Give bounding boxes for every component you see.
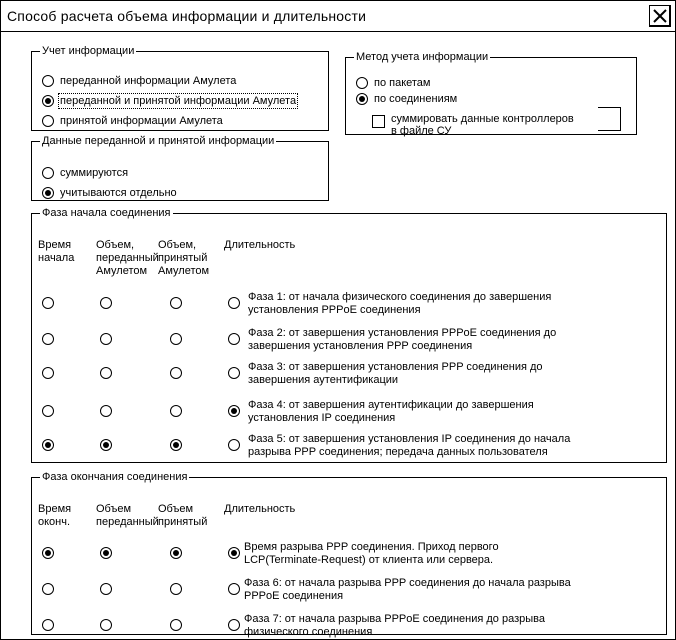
sum-controllers-label: суммировать данные контроллеров в файле СУ [391, 113, 574, 137]
radio-icon[interactable] [42, 167, 54, 179]
accounting-legend: Учет информации [42, 45, 135, 57]
radio-icon[interactable] [42, 187, 54, 199]
phase-start-row2-radio-4[interactable] [228, 333, 240, 345]
phase-end-row1-radio-3[interactable] [170, 547, 182, 559]
phase-end-legend: Фаза окончания соединения [42, 471, 188, 483]
radio-icon[interactable] [42, 95, 54, 107]
phase-start-row3-text: Фаза 3: от завершения установления PPP соединения до завершения аутентификации [248, 361, 543, 386]
phase-end-row1-radio-4[interactable] [228, 547, 240, 559]
phase-end-row2-radio-2[interactable] [100, 583, 112, 595]
phase-start-group [31, 207, 667, 463]
phase-start-col-4: Длительность [224, 239, 296, 251]
method-option-2[interactable] [356, 93, 457, 105]
phase-end-row1-radio-1[interactable] [42, 547, 54, 559]
phase-start-col-2: Объем, переданный Амулетом [96, 239, 159, 277]
phase-start-row5-radio-1[interactable] [42, 439, 54, 451]
radio-icon[interactable] [42, 75, 54, 87]
phase-start-row1-text: Фаза 1: от начала физического соединения до завершения установления PPPoE соединения [248, 291, 552, 316]
method-legend: Метод учета информации [356, 51, 489, 63]
phase-start-row1-radio-2[interactable] [100, 297, 112, 309]
phase-start-row2-text: Фаза 2: от завершения установления PPPoE соединения до завершения установления PPP соединения [248, 327, 557, 352]
phase-start-row4-text: Фаза 4: от завершения аутентификации до завершения установления IP соединения [248, 399, 534, 424]
accounting-option-3-label: принятой информации Амулета [60, 115, 223, 127]
phase-start-row3-radio-3[interactable] [170, 367, 182, 379]
phase-start-row1-radio-3[interactable] [170, 297, 182, 309]
phase-end-row2-radio-1[interactable] [42, 583, 54, 595]
phase-start-row5-radio-4[interactable] [228, 439, 240, 451]
method-group [345, 51, 637, 135]
radio-icon[interactable] [356, 77, 368, 89]
phase-start-row2-radio-3[interactable] [170, 333, 182, 345]
phase-start-row2-radio-1[interactable] [42, 333, 54, 345]
phase-end-col-1: Время оконч. [38, 503, 72, 528]
data-handling-option-1-label: суммируются [60, 167, 129, 179]
data-handling-group [31, 135, 329, 201]
title-bar [1, 1, 675, 32]
phase-start-legend: Фаза начала соединения [42, 207, 171, 219]
data-handling-legend: Данные переданной и принятой информации [42, 135, 275, 147]
phase-end-row3-radio-4[interactable] [228, 619, 240, 631]
controller-bracket [598, 107, 621, 131]
phase-end-col-3: Объем принятый [158, 503, 208, 528]
phase-start-row4-radio-4[interactable] [228, 405, 240, 417]
phase-start-row5-text: Фаза 5: от завершения установления IP соединения до начала разрыва PPP соединения; передача данных пользователя [248, 433, 571, 458]
sum-controllers-checkbox-row[interactable] [372, 113, 574, 137]
phase-end-col-4: Длительность [224, 503, 296, 515]
phase-start-row5-radio-2[interactable] [100, 439, 112, 451]
phase-end-row3-text: Фаза 7: от начала разрыва PPPoE соединения до разрыва физического соединения [244, 613, 545, 638]
phase-end-row3-radio-3[interactable] [170, 619, 182, 631]
data-handling-option-2[interactable] [42, 187, 177, 199]
method-option-1-label: по пакетам [374, 77, 431, 89]
method-option-2-label: по соединениям [374, 93, 458, 105]
phase-start-row3-radio-1[interactable] [42, 367, 54, 379]
phase-end-row3-radio-1[interactable] [42, 619, 54, 631]
phase-start-row4-radio-3[interactable] [170, 405, 182, 417]
accounting-option-2-label: переданной и принятой информации Амулета [60, 95, 297, 107]
phase-start-row1-radio-1[interactable] [42, 297, 54, 309]
phase-start-row4-radio-1[interactable] [42, 405, 54, 417]
data-handling-option-1[interactable] [42, 167, 128, 179]
phase-end-row2-radio-4[interactable] [228, 583, 240, 595]
method-option-1[interactable] [356, 77, 431, 89]
phase-end-row2-text: Фаза 6: от начала разрыва PPP соединения до начала разрыва PPPoE соединения [244, 577, 571, 602]
sum-controllers-checkbox[interactable] [372, 115, 385, 128]
phase-end-col-2: Объем переданный [96, 503, 159, 528]
phase-end-row3-radio-2[interactable] [100, 619, 112, 631]
accounting-option-1[interactable] [42, 75, 236, 87]
phase-start-col-3: Объем, принятый Амулетом [158, 239, 210, 277]
phase-start-row3-radio-4[interactable] [228, 367, 240, 379]
accounting-option-3[interactable] [42, 115, 223, 127]
phase-start-row5-radio-3[interactable] [170, 439, 182, 451]
accounting-option-2[interactable] [42, 95, 296, 107]
phase-start-row1-radio-4[interactable] [228, 297, 240, 309]
phase-start-col-1: Время начала [38, 239, 75, 264]
radio-icon[interactable] [356, 93, 368, 105]
phase-end-row1-text: Время разрыва PPP соединения. Приход первого LCP(Terminate-Request) от клиента или сервера. [244, 541, 499, 566]
accounting-option-1-label: переданной информации Амулета [60, 75, 237, 87]
data-handling-option-2-label: учитываются отдельно [60, 187, 177, 199]
phase-end-row2-radio-3[interactable] [170, 583, 182, 595]
radio-icon[interactable] [42, 115, 54, 127]
phase-start-row2-radio-2[interactable] [100, 333, 112, 345]
phase-start-row4-radio-2[interactable] [100, 405, 112, 417]
phase-end-row1-radio-2[interactable] [100, 547, 112, 559]
window-title: Способ расчета объема информации и длительности [7, 8, 367, 24]
close-button[interactable] [649, 5, 671, 27]
phase-end-group [31, 471, 667, 638]
accounting-group [31, 45, 329, 131]
phase-start-row3-radio-2[interactable] [100, 367, 112, 379]
close-icon [653, 9, 667, 23]
